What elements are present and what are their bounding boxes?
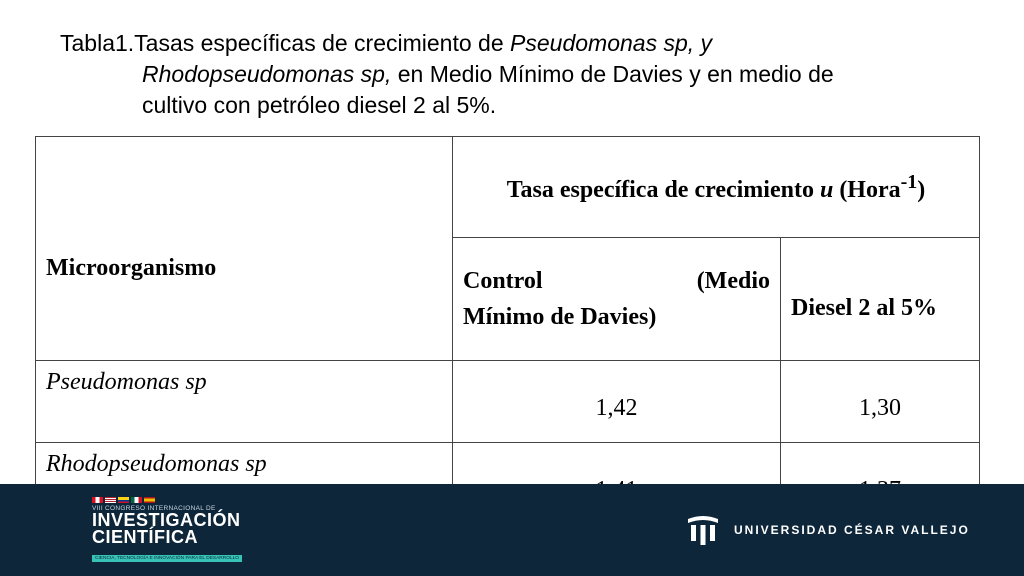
header-microorganismo: Microorganismo <box>36 137 453 361</box>
growth-rate-table <box>35 136 980 525</box>
header-control-b: (Medio <box>696 268 770 295</box>
header-tasa-close: ) <box>917 176 926 203</box>
header-control <box>453 238 781 361</box>
control-value-cell: 1,42 <box>453 361 781 443</box>
caption-line-3: cultivo con petróleo diesel 2 al 5%. <box>142 92 497 118</box>
header-tasa <box>453 137 980 238</box>
header-tasa-text: Tasa específica de crecimiento <box>506 176 820 203</box>
congreso-line-1: VIII CONGRESO INTERNACIONAL DE <box>92 505 216 512</box>
organism-cell: Rhodopseudomonas sp <box>36 443 453 525</box>
caption-organism-1: Pseudomonas sp, y <box>510 30 713 56</box>
caption-organism-2: Rhodopseudomonas sp, <box>142 61 392 87</box>
table-caption <box>60 28 966 121</box>
header-diesel: Diesel 2 al 5% <box>781 238 980 361</box>
header-tasa-unit: (Hora <box>833 176 901 203</box>
header-control-c: Mínimo de Davies) <box>463 304 657 331</box>
header-tasa-var: u <box>819 176 834 203</box>
caption-line-2 <box>60 59 966 90</box>
ucv-logo-icon <box>686 513 720 547</box>
organism-cell: Pseudomonas sp <box>36 361 453 443</box>
congreso-line-2: INVESTIGACIÓN <box>92 510 241 530</box>
diesel-value-cell: 1,30 <box>781 361 980 443</box>
congreso-line-4: CIENCIA, TECNOLOGÍA E INNOVACIÓN PARA EL DESARROLLO <box>92 555 242 562</box>
congreso-line-3: CIENTÍFICA <box>92 527 198 547</box>
congreso-logo <box>92 497 272 565</box>
university-name: UNIVERSIDAD CÉSAR VALLEJO <box>734 523 970 537</box>
usa-flag-icon <box>105 497 116 503</box>
header-tasa-exp: -1 <box>900 170 918 193</box>
mexico-flag-icon <box>131 497 142 503</box>
caption-prefix: Tabla1.Tasas específicas de crecimiento de <box>60 30 511 56</box>
peru-flag-icon <box>92 497 103 503</box>
flags-row <box>92 497 272 503</box>
header-control-a: Control <box>463 268 543 295</box>
table-header-row-1 <box>36 137 980 238</box>
colombia-flag-icon <box>118 497 129 503</box>
ucv-brand <box>686 512 976 548</box>
spain-flag-icon <box>144 497 155 503</box>
table-row <box>36 361 980 443</box>
caption-mid: en Medio Mínimo de Davies y en medio de <box>391 61 834 87</box>
